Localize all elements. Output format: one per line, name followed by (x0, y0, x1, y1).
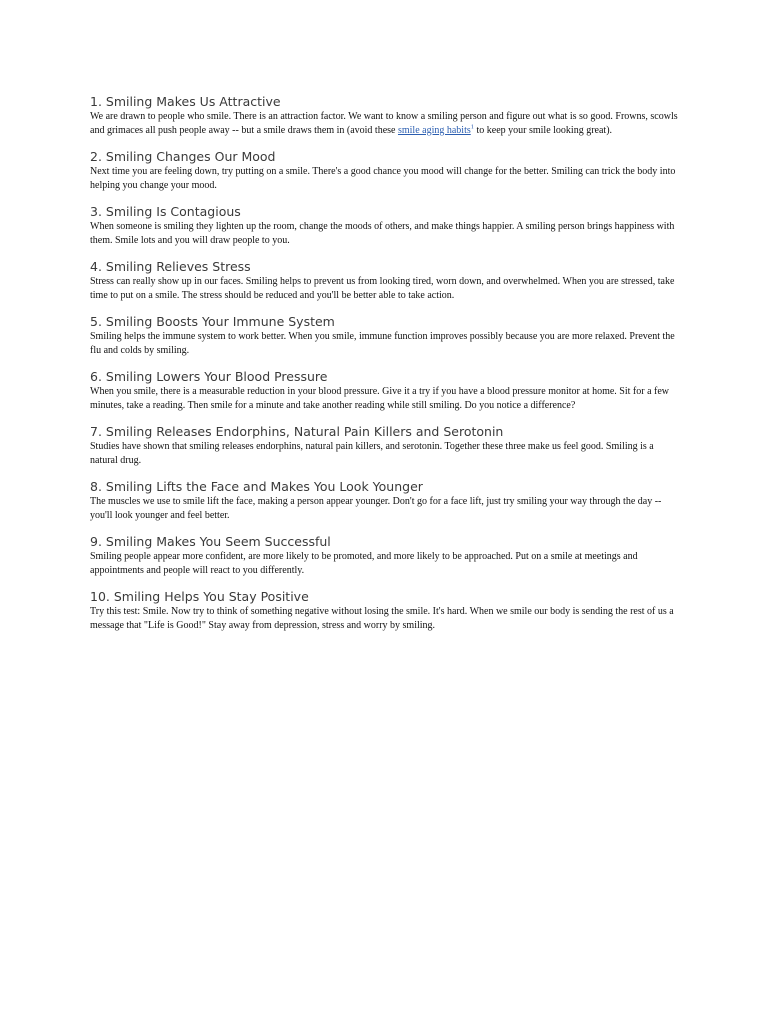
section-heading: 2. Smiling Changes Our Mood (90, 149, 276, 164)
section-heading: 5. Smiling Boosts Your Immune System (90, 314, 335, 329)
section-text: Studies have shown that smiling releases endorphins, natural pain killers, and serotonin. Together these three make us feel good. Smiling is a natural drug. (90, 441, 654, 466)
section-text: When someone is smiling they lighten up the room, change the moods of others, and make things happier. A smiling person brings happiness with them. Smile lots and you will draw people to you. (90, 221, 675, 246)
section-text: When you smile, there is a measurable reduction in your blood pressure. Give it a try if you have a blood pressure monitor at home. Sit for a few minutes, take a reading. Then smile for a minute and take another reading while still smiling. Do you notice a difference? (90, 386, 670, 411)
section-2 (90, 149, 682, 192)
section-text-part: We are drawn to people who smile. There is an attraction factor. We want to know a smiling person and figure out what is so good. Frowns, scowls and grimaces all push people away -- but a smile draws them in (avoid these (90, 111, 678, 136)
section-8 (90, 479, 682, 522)
section-10 (90, 589, 682, 632)
section-4 (90, 259, 682, 302)
section-heading: 9. Smiling Makes You Seem Successful (90, 534, 331, 549)
section-5 (90, 314, 682, 357)
document-content (90, 94, 682, 644)
section-heading: 3. Smiling Is Contagious (90, 204, 241, 219)
section-heading: 6. Smiling Lowers Your Blood Pressure (90, 369, 328, 384)
section-heading: 8. Smiling Lifts the Face and Makes You Look Younger (90, 479, 423, 494)
section-text: Try this test: Smile. Now try to think of something negative without losing the smile. It's hard. When we smile our body is sending the rest of us a message that "Life is Good!" Stay away from depression, stress and worry by smiling. (90, 606, 674, 631)
section-heading: 7. Smiling Releases Endorphins, Natural Pain Killers and Serotonin (90, 424, 504, 439)
section-1 (90, 94, 682, 137)
section-6 (90, 369, 682, 412)
section-text: Smiling helps the immune system to work better. When you smile, immune function improves possibly because you are more relaxed. Prevent the flu and colds by smiling. (90, 331, 675, 356)
section-text: Next time you are feeling down, try putting on a smile. There's a good chance you mood will change for the better. Smiling can trick the body into helping you change your mood. (90, 166, 676, 191)
section-text: Smiling people appear more confident, are more likely to be promoted, and more likely to be approached. Put on a smile at meetings and appointments and people will react to you differently. (90, 551, 638, 576)
section-heading: 10. Smiling Helps You Stay Positive (90, 589, 309, 604)
section-9 (90, 534, 682, 577)
section-text: Stress can really show up in our faces. Smiling helps to prevent us from looking tired, worn down, and overwhelmed. When you are stressed, take time to put on a smile. The stress should be reduced and you'll be better able to take action. (90, 276, 675, 301)
section-text (90, 110, 682, 137)
section-heading: 4. Smiling Relieves Stress (90, 259, 251, 274)
footnote-marker: 1 (470, 123, 474, 131)
section-3 (90, 204, 682, 247)
section-text: The muscles we use to smile lift the face, making a person appear younger. Don't go for a face lift, just try smiling your way through the day -- you'll look younger and feel better. (90, 496, 662, 521)
smile-aging-habits-link[interactable]: smile aging habits (397, 124, 471, 136)
section-text-part: to keep your smile looking great). (474, 124, 613, 136)
section-7 (90, 424, 682, 467)
section-heading: 1. Smiling Makes Us Attractive (90, 94, 281, 109)
